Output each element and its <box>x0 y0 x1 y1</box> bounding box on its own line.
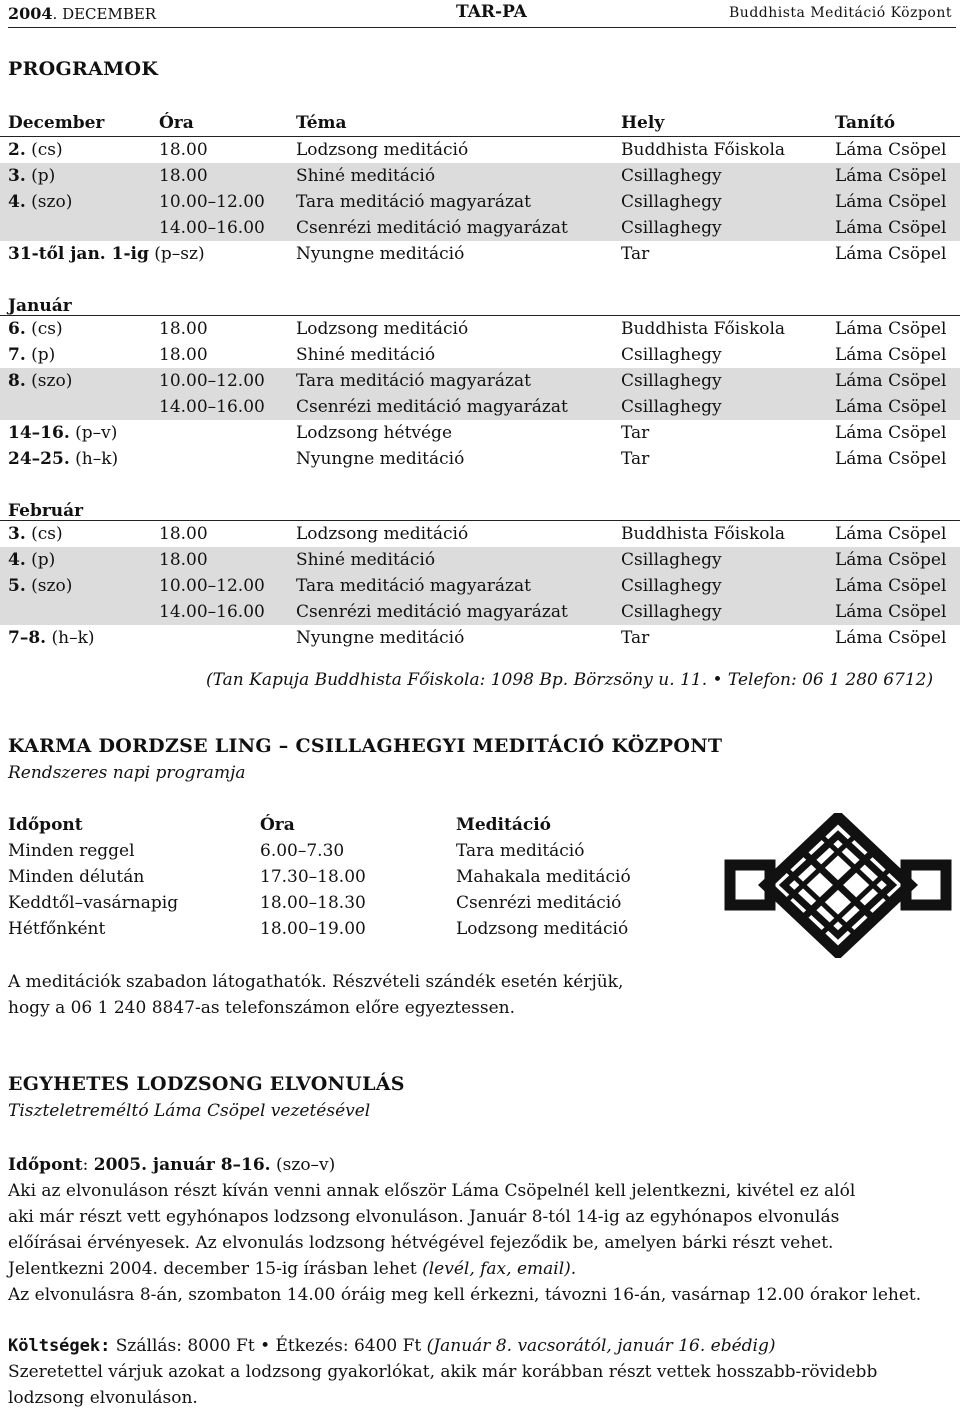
program-topic: Csenrézi meditáció magyarázat <box>296 397 568 417</box>
endless-knot-icon <box>722 813 954 958</box>
program-day-number: 4. <box>8 550 26 570</box>
column-header: Tanító <box>835 113 896 133</box>
program-place: Csillaghegy <box>621 166 722 186</box>
closing-line-2: lodzsong elvonuláson. <box>8 1388 198 1408</box>
program-day <box>8 449 118 469</box>
daily-row <box>8 839 698 865</box>
header-month: . DECEMBER <box>52 5 157 23</box>
program-day <box>8 628 95 648</box>
program-day-number: 7. <box>8 345 26 365</box>
program-day <box>8 319 63 339</box>
program-place: Csillaghegy <box>621 192 722 212</box>
program-time: 18.00 <box>159 550 208 570</box>
program-day <box>8 192 72 212</box>
program-place: Tar <box>621 449 650 469</box>
program-day-number: 2. <box>8 140 26 160</box>
header-org: Buddhista Meditáció Központ <box>729 5 952 21</box>
daily-when: Hétfőnként <box>8 919 106 939</box>
retreat-apply-means: (levél, fax, email). <box>422 1259 577 1279</box>
program-teacher: Láma Csöpel <box>835 423 947 443</box>
daily-time: 17.30–18.00 <box>260 867 366 887</box>
programs-title: PROGRAMOK <box>8 58 159 80</box>
karma-info <box>8 969 948 1021</box>
program-place: Csillaghegy <box>621 345 722 365</box>
cost-text: Szállás: 8000 Ft • Étkezés: 6400 Ft <box>110 1336 427 1356</box>
header-title: TAR-PA <box>456 2 527 22</box>
karma-title: KARMA DORDZSE LING – CSILLAGHEGYI MEDITÁCIÓ KÖZPONT <box>8 735 723 757</box>
program-day <box>8 166 55 186</box>
program-topic: Nyungne meditáció <box>296 449 465 469</box>
program-day <box>8 576 72 596</box>
program-topic: Shiné meditáció <box>296 166 436 186</box>
daily-meditation: Lodzsong meditáció <box>456 919 629 939</box>
program-day-number: 6. <box>8 319 26 339</box>
retreat-apply-text: Jelentkezni 2004. december 15-ig írásban lehet <box>8 1259 423 1279</box>
program-teacher: Láma Csöpel <box>835 397 947 417</box>
column-header: Meditáció <box>456 815 551 835</box>
program-row <box>0 215 960 241</box>
retreat-body <box>8 1152 948 1308</box>
program-time: 14.00–16.00 <box>159 218 265 238</box>
program-topic: Lodzsong meditáció <box>296 524 469 544</box>
program-weekday: (p) <box>25 550 56 570</box>
program-day <box>8 244 205 264</box>
program-place: Csillaghegy <box>621 576 722 596</box>
programs-table <box>0 110 960 651</box>
program-topic: Lodzsong meditáció <box>296 319 469 339</box>
program-weekday: (cs) <box>25 319 63 339</box>
program-row <box>0 420 960 446</box>
program-place: Tar <box>621 423 650 443</box>
program-teacher: Láma Csöpel <box>835 371 947 391</box>
program-topic: Tara meditáció magyarázat <box>296 371 531 391</box>
program-teacher: Láma Csöpel <box>835 244 947 264</box>
daily-meditation: Tara meditáció <box>456 841 585 861</box>
program-row <box>0 547 960 573</box>
daily-header-row <box>8 813 698 839</box>
retreat-line-2: aki már részt vett egyhónapos lodzsong elvonuláson. Január 8-tól 14-ig az egyhónapos elvonulás <box>8 1207 840 1227</box>
daily-row <box>8 891 698 917</box>
program-weekday: (szo) <box>25 371 73 391</box>
program-teacher: Láma Csöpel <box>835 524 947 544</box>
page-header <box>8 0 956 28</box>
program-day-number: 4. <box>8 192 26 212</box>
program-place: Csillaghegy <box>621 397 722 417</box>
column-header: Téma <box>296 113 347 133</box>
retreat-title: EGYHETES LODZSONG ELVONULÁS <box>8 1073 405 1095</box>
month-name: Február <box>8 501 84 521</box>
retreat-line-1: Aki az elvonuláson részt kíván venni annak először Láma Csöpelnél kell jelentkezni, kivétel ez alól <box>8 1181 856 1201</box>
program-time: 10.00–12.00 <box>159 576 265 596</box>
program-row <box>0 189 960 215</box>
daily-when: Minden reggel <box>8 841 135 861</box>
retreat-time-value: 2005. január 8–16. <box>93 1155 271 1175</box>
programs-note: (Tan Kapuja Buddhista Főiskola: 1098 Bp. Börzsöny u. 11. • Telefon: 06 1 280 6712) <box>206 670 934 690</box>
cost-line <box>8 1333 948 1359</box>
program-teacher: Láma Csöpel <box>835 166 947 186</box>
program-time: 18.00 <box>159 319 208 339</box>
daily-when: Keddtől–vasárnapig <box>8 893 179 913</box>
program-place: Csillaghegy <box>621 550 722 570</box>
retreat-subtitle: Tiszteletreméltó Láma Csöpel vezetésével <box>8 1101 371 1121</box>
program-teacher: Láma Csöpel <box>835 218 947 238</box>
program-time: 18.00 <box>159 524 208 544</box>
program-row <box>0 316 960 342</box>
program-topic: Lodzsong meditáció <box>296 140 469 160</box>
program-day-number: 31-től jan. 1-ig <box>8 244 149 264</box>
program-day-number: 5. <box>8 576 26 596</box>
daily-meditation: Mahakala meditáció <box>456 867 631 887</box>
program-topic: Lodzsong hétvége <box>296 423 453 443</box>
column-header: Óra <box>260 815 295 835</box>
column-header: Hely <box>621 113 665 133</box>
program-place: Csillaghegy <box>621 602 722 622</box>
program-topic: Nyungne meditáció <box>296 244 465 264</box>
program-weekday: (p) <box>25 166 56 186</box>
program-weekday: (szo) <box>25 576 73 596</box>
retreat-time: Időpont: 2005. január 8–16. (szo–v) <box>8 1155 336 1175</box>
program-weekday: (szo) <box>25 192 73 212</box>
program-topic: Csenrézi meditáció magyarázat <box>296 218 568 238</box>
program-row <box>0 342 960 368</box>
program-day <box>8 345 55 365</box>
program-topic: Tara meditáció magyarázat <box>296 576 531 596</box>
program-weekday: (cs) <box>25 140 63 160</box>
program-day <box>8 371 72 391</box>
program-topic: Tara meditáció magyarázat <box>296 192 531 212</box>
daily-row <box>8 917 698 943</box>
program-day-number: 7–8. <box>8 628 47 648</box>
month-heading <box>0 293 960 316</box>
program-day <box>8 140 63 160</box>
program-weekday: (h–k) <box>46 628 95 648</box>
program-day-number: 3. <box>8 524 26 544</box>
program-time: 10.00–12.00 <box>159 192 265 212</box>
program-day-number: 14–16. <box>8 423 70 443</box>
program-time: 18.00 <box>159 140 208 160</box>
karma-info-line2: hogy a 06 1 240 8847-as telefonszámon előre egyeztessen. <box>8 998 516 1018</box>
program-day-number: 24–25. <box>8 449 70 469</box>
program-weekday: (p–v) <box>69 423 118 443</box>
program-place: Buddhista Főiskola <box>621 140 786 160</box>
program-topic: Shiné meditáció <box>296 345 436 365</box>
program-place: Csillaghegy <box>621 218 722 238</box>
program-row <box>0 521 960 547</box>
program-place: Csillaghegy <box>621 371 722 391</box>
program-teacher: Láma Csöpel <box>835 449 947 469</box>
daily-time: 6.00–7.30 <box>260 841 345 861</box>
retreat-arrive: Az elvonulásra 8-án, szombaton 14.00 óráig meg kell érkezni, távozni 16-án, vasárnap 12.00 órakor lehet. <box>8 1285 922 1305</box>
program-row <box>0 163 960 189</box>
program-weekday: (p) <box>25 345 56 365</box>
program-time: 14.00–16.00 <box>159 602 265 622</box>
retreat-apply <box>8 1256 948 1282</box>
program-topic: Csenrézi meditáció magyarázat <box>296 602 568 622</box>
column-header: December <box>8 113 105 133</box>
closing-line-1: Szeretettel várjuk azokat a lodzsong gyakorlókat, akik már korábban részt vettek hosszabb-rövidebb <box>8 1362 878 1382</box>
program-time: 18.00 <box>159 166 208 186</box>
daily-schedule <box>8 813 698 943</box>
column-header: Időpont <box>8 815 83 835</box>
program-day-number: 3. <box>8 166 26 186</box>
program-weekday: (cs) <box>25 524 63 544</box>
month-name: Január <box>8 296 72 316</box>
program-day <box>8 550 55 570</box>
program-place: Buddhista Főiskola <box>621 524 786 544</box>
program-topic: Shiné meditáció <box>296 550 436 570</box>
program-row <box>0 241 960 267</box>
program-row <box>0 394 960 420</box>
retreat-line-3: előírásai érvényesek. Az elvonulás lodzsong hétvégével fejeződik be, amelyen bárki részt vehet. <box>8 1233 834 1253</box>
program-teacher: Láma Csöpel <box>835 576 947 596</box>
program-row <box>0 137 960 163</box>
daily-time: 18.00–19.00 <box>260 919 366 939</box>
program-weekday: (h–k) <box>69 449 119 469</box>
karma-info-line1: A meditációk szabadon látogathatók. Részvételi szándék esetén kérjük, <box>8 972 624 992</box>
daily-time: 18.00–18.30 <box>260 893 366 913</box>
program-day <box>8 423 117 443</box>
karma-subtitle: Rendszeres napi programja <box>8 763 246 783</box>
program-day <box>8 524 63 544</box>
header-date <box>8 4 156 23</box>
program-teacher: Láma Csöpel <box>835 192 947 212</box>
daily-meditation: Csenrézi meditáció <box>456 893 622 913</box>
program-teacher: Láma Csöpel <box>835 602 947 622</box>
program-teacher: Láma Csöpel <box>835 140 947 160</box>
program-place: Tar <box>621 244 650 264</box>
program-place: Tar <box>621 628 650 648</box>
cost-label: Költségek: <box>8 1336 111 1356</box>
program-teacher: Láma Csöpel <box>835 628 947 648</box>
programs-header-row <box>0 110 960 137</box>
column-header: Óra <box>159 113 194 133</box>
daily-row <box>8 865 698 891</box>
daily-when: Minden délután <box>8 867 145 887</box>
program-time: 10.00–12.00 <box>159 371 265 391</box>
cost-period: (Január 8. vacsorától, január 16. ebédig) <box>426 1336 776 1356</box>
program-row <box>0 368 960 394</box>
program-day-number: 8. <box>8 371 26 391</box>
program-time: 14.00–16.00 <box>159 397 265 417</box>
program-teacher: Láma Csöpel <box>835 550 947 570</box>
program-row <box>0 625 960 651</box>
program-row <box>0 573 960 599</box>
program-topic: Nyungne meditáció <box>296 628 465 648</box>
program-time: 18.00 <box>159 345 208 365</box>
header-year: 2004 <box>8 4 53 23</box>
month-heading <box>0 498 960 521</box>
program-row <box>0 599 960 625</box>
program-teacher: Láma Csöpel <box>835 319 947 339</box>
retreat-time-label: Időpont <box>8 1155 83 1175</box>
program-weekday: (p–sz) <box>148 244 205 264</box>
retreat-time-rest: (szo–v) <box>270 1155 336 1175</box>
retreat-costs <box>8 1333 948 1411</box>
program-teacher: Láma Csöpel <box>835 345 947 365</box>
program-place: Buddhista Főiskola <box>621 319 786 339</box>
program-row <box>0 446 960 472</box>
